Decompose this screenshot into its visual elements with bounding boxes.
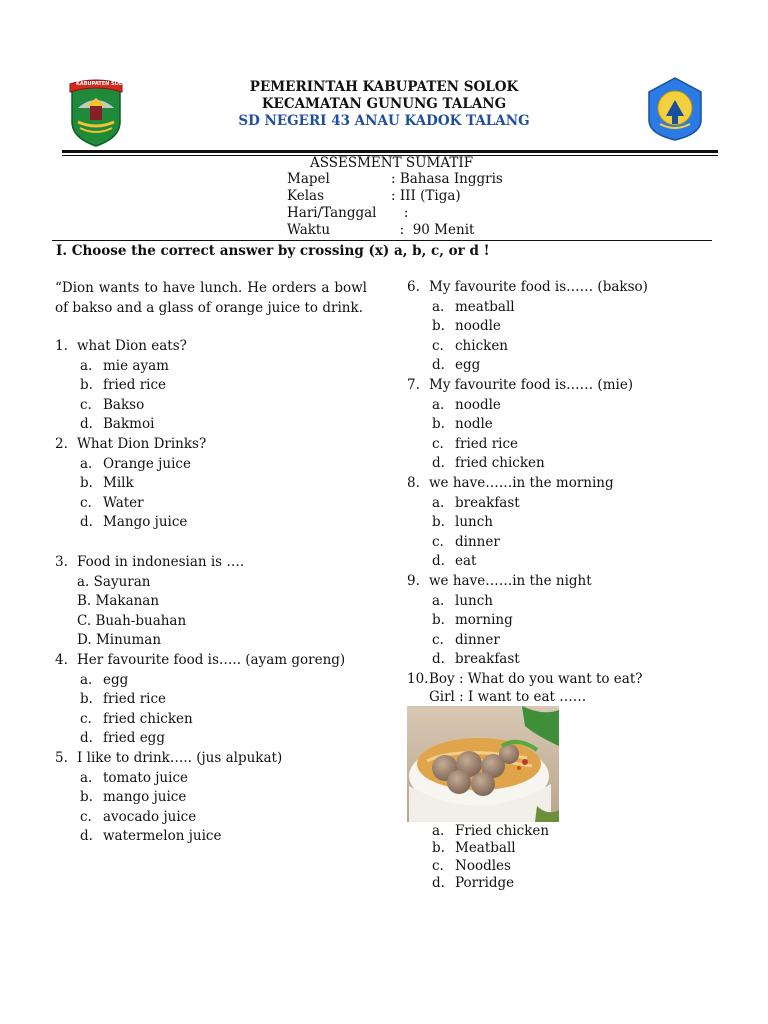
meta-row-hari-tanggal [287,205,408,221]
answer-option[interactable] [432,553,476,569]
answer-option[interactable] [432,436,518,452]
question-text: My favourite food is…… (bakso) [429,279,648,295]
question-text: What Dion Drinks? [77,436,207,452]
question-10 [407,671,643,687]
option-letter: a. [80,357,93,374]
option-letter: a. [432,494,445,511]
answer-option[interactable] [432,338,508,354]
answer-option[interactable] [432,858,511,874]
answer-option[interactable] [80,358,169,374]
option-text: breakfast [455,651,520,668]
answer-option[interactable] [80,691,166,707]
answer-option[interactable] [432,357,480,373]
meta-row-mapel [287,171,503,187]
option-text: Makanan [95,593,160,610]
option-text: Buah-buahan [95,612,187,629]
header-rule-thick [62,150,718,153]
meta-key: Mapel [287,171,330,187]
option-text: Minuman [95,632,162,649]
answer-option[interactable] [432,416,493,432]
option-text: breakfast [455,494,520,511]
option-text: egg [103,671,129,688]
option-letter: d. [80,730,93,747]
option-letter: d. [432,651,445,668]
answer-option[interactable] [432,875,514,891]
answer-option[interactable] [432,612,513,628]
meta-key: Hari/Tanggal [287,205,377,221]
answer-option[interactable] [80,495,144,511]
answer-option[interactable] [432,534,500,550]
option-text: Sayuran [93,573,151,590]
option-text: dinner [455,631,500,648]
meta-rule [52,240,712,241]
option-text: fried rice [103,691,167,708]
meta-value: : [391,205,409,221]
header-line-2: KECAMATAN GUNUNG TALANG [261,96,507,112]
option-text: morning [455,612,513,629]
option-letter: c. [432,631,444,648]
option-letter: c. [80,494,92,511]
option-letter: c. [432,435,444,452]
option-letter: c. [80,710,92,727]
question-3 [55,554,244,570]
question-number: 4. [55,652,68,668]
option-letter: b. [80,475,93,492]
logo-ribbon-text: KABUPATEN SOLOK [76,81,131,87]
question-number: 2. [55,436,68,452]
option-letter: b. [80,691,93,708]
answer-option[interactable] [432,495,520,511]
option-text: Fried chicken [455,823,550,839]
option-letter: B. [77,593,92,610]
option-letter: C. [77,612,92,629]
meta-key: Waktu [287,222,331,238]
answer-option[interactable] [80,672,128,688]
answer-option[interactable] [432,632,500,648]
option-text: fried egg [103,730,165,747]
option-letter: b. [432,840,445,857]
meta-value: : III (Tiga) [391,188,461,204]
option-letter: b. [432,318,445,335]
answer-option[interactable] [432,397,501,413]
answer-option[interactable] [77,574,150,590]
question-text: Boy : What do you want to eat? [429,671,643,687]
option-letter: d. [80,514,93,531]
question-text: we have……in the morning [429,475,614,491]
option-text: Noodles [455,857,511,874]
answer-option[interactable] [80,416,154,432]
option-text: egg [455,357,481,374]
meta-key: Kelas [287,188,325,204]
answer-option[interactable] [80,770,188,786]
option-text: chicken [455,337,508,354]
answer-option[interactable] [432,514,493,530]
option-text: Orange juice [103,455,191,472]
question-2 [55,436,206,452]
school-name: SD NEGERI 43 ANAU KADOK TALANG [238,113,530,129]
option-letter: a. [432,396,445,413]
option-letter: d. [80,828,93,845]
question-6 [407,279,648,295]
question-number: 5. [55,750,68,766]
option-text: mie ayam [103,357,169,374]
question-number: 3. [55,554,68,570]
option-text: Bakso [103,396,145,413]
instruction: I. Choose the correct answer by crossing (x) a, b, c, or d ! [56,243,490,259]
option-text: meatball [455,298,515,315]
option-letter: b. [432,416,445,433]
question-number: 6. [407,279,420,295]
answer-option[interactable] [77,593,159,609]
option-letter: b. [80,789,93,806]
option-letter: c. [80,396,92,413]
option-text: lunch [455,592,493,609]
option-letter: c. [432,337,444,354]
option-text: lunch [455,514,493,531]
option-letter: b. [432,612,445,629]
header-line-1: PEMERINTAH KABUPATEN SOLOK [249,79,519,95]
option-text: fried chicken [455,455,545,472]
option-letter: a. [432,823,445,839]
answer-option[interactable] [432,840,516,856]
meatball-soup-photo [407,706,559,822]
option-letter: a. [80,671,93,688]
option-text: Mango juice [103,514,188,531]
meta-row-waktu [287,222,474,238]
answer-option[interactable] [432,455,545,471]
option-text: fried chicken [103,710,193,727]
answer-option[interactable] [432,299,515,315]
option-text: Milk [103,475,134,492]
option-text: nodle [455,416,493,433]
option-text: noodle [455,396,501,413]
question-text: Food in indonesian is …. [77,554,245,570]
option-text: fried rice [455,435,519,452]
question-text: we have……in the night [429,573,592,589]
question-number: 1. [55,338,68,354]
question-5 [55,750,282,766]
question-text: My favourite food is…… (mie) [429,377,634,393]
option-letter: d. [80,416,93,433]
option-text: eat [455,553,477,570]
answer-option[interactable] [80,377,166,393]
option-text: avocado juice [103,808,197,825]
answer-option[interactable] [77,613,186,629]
assessment-title: ASSESMENT SUMATIF [310,155,474,171]
meta-row-kelas [287,188,461,204]
question-number: 10. [407,671,429,687]
option-letter: c. [80,808,92,825]
answer-option[interactable] [80,514,187,530]
question-8 [407,475,614,491]
option-text: fried rice [103,377,167,394]
answer-option[interactable] [80,397,144,413]
answer-option[interactable] [432,823,549,839]
option-text: Bakmoi [103,416,155,433]
answer-option[interactable] [432,318,501,334]
option-letter: a. [77,573,90,590]
option-letter: a. [80,769,93,786]
reading-passage: “Dion wants to have lunch. He orders a bowl of bakso and a glass of orange juice to drink. [55,280,367,316]
question-1 [55,338,187,354]
meta-value: : 90 Menit [391,222,475,238]
option-text: watermelon juice [103,828,222,845]
question-4 [55,652,345,668]
question-text-line-2: Girl : I want to eat …… [429,689,587,705]
question-text: what Dion eats? [77,338,187,354]
answer-option[interactable] [80,730,165,746]
answer-option[interactable] [80,711,193,727]
question-number: 8. [407,475,420,491]
option-letter: d. [432,553,445,570]
option-text: mango juice [103,789,187,806]
answer-option[interactable] [432,651,520,667]
answer-option[interactable] [80,828,221,844]
option-letter: a. [432,298,445,315]
meta-value: : Bahasa Inggris [391,171,503,187]
question-number: 7. [407,377,420,393]
question-9 [407,573,592,589]
option-letter: b. [80,377,93,394]
answer-option[interactable] [80,456,191,472]
answer-option[interactable] [77,632,161,648]
option-text: Porridge [455,875,515,892]
answer-option[interactable] [80,475,134,491]
question-text: Her favourite food is….. (ayam goreng) [77,652,346,668]
answer-option[interactable] [432,593,493,609]
option-letter: a. [80,455,93,472]
option-letter: c. [432,533,444,550]
option-text: Meatball [455,840,516,857]
option-text: tomato juice [103,769,188,786]
option-text: dinner [455,533,500,550]
option-letter: d. [432,357,445,374]
option-letter: b. [432,514,445,531]
option-text: Water [103,494,144,511]
question-7 [407,377,633,393]
question-text: I like to drink….. (jus alpukat) [77,750,283,766]
option-text: noodle [455,318,501,335]
option-letter: D. [77,632,92,649]
option-letter: d. [432,875,445,892]
question-number: 9. [407,573,420,589]
answer-option[interactable] [80,789,186,805]
option-letter: d. [432,455,445,472]
answer-option[interactable] [80,809,196,825]
option-letter: c. [432,857,444,874]
option-letter: a. [432,592,445,609]
